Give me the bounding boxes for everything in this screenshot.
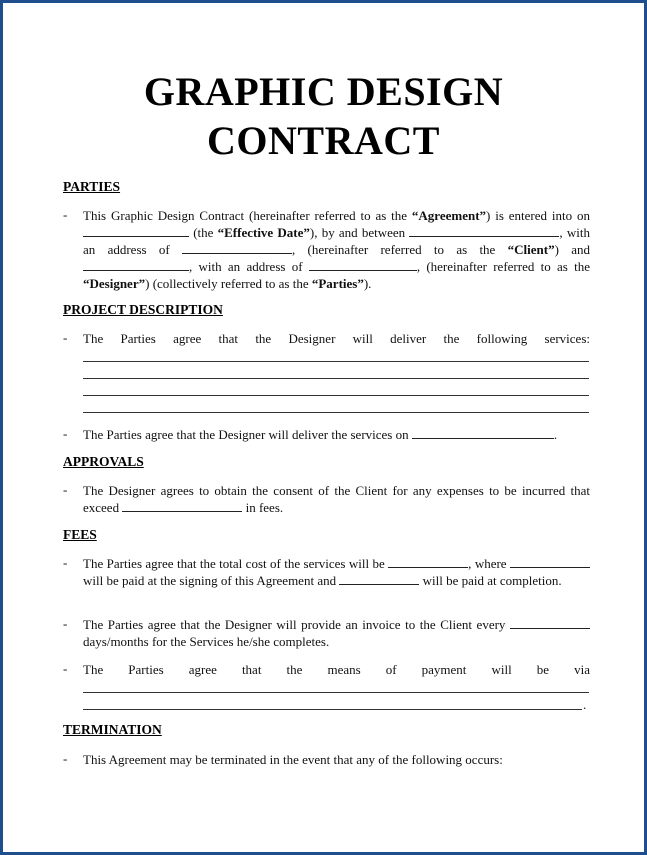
bullet-dash: -: [63, 482, 68, 497]
document-title: [3, 67, 644, 165]
payment-period: .: [583, 697, 587, 712]
bullet-dash: -: [63, 555, 68, 570]
approvals-paragraph: The Designer agrees to obtain the consent of the Client for any expenses to be incurred that exceed in fees.: [83, 483, 590, 515]
services-line-2[interactable]: [83, 378, 589, 379]
termination-paragraph: This Agreement may be terminated in the event that any of the following occurs:: [83, 752, 503, 767]
parties-paragraph: This Graphic Design Contract (hereinafter referred to as the “Agreement”) is entered into on (the “Effective Date”), by and between , with an address of , (hereinafter referred to as the “Client”) and , with an address of , (hereinafter referred to as the “Designer”) (collectively referred to as the “Parties”).: [83, 208, 590, 291]
bullet-dash: -: [63, 426, 68, 441]
bullet-dash: -: [63, 751, 68, 766]
client-address-blank[interactable]: [182, 241, 292, 254]
heading-parties: PARTIES: [63, 179, 121, 194]
heading-project-description: PROJECT DESCRIPTION: [63, 302, 223, 317]
fees-invoice-paragraph: The Parties agree that the Designer will provide an invoice to the Client every days/months for the Services he/she completes.: [83, 616, 590, 650]
title-line-2: CONTRACT: [207, 118, 440, 163]
services-line-3[interactable]: [83, 395, 589, 396]
delivery-date-blank[interactable]: [412, 426, 554, 439]
title-line-1: GRAPHIC DESIGN: [143, 69, 504, 114]
total-cost-blank[interactable]: [388, 555, 468, 568]
project-services-paragraph: The Parties agree that the Designer will deliver the following services:: [83, 331, 590, 346]
services-line-1[interactable]: [83, 361, 589, 362]
payment-method-line-1[interactable]: [83, 692, 589, 693]
signing-amount-blank[interactable]: [510, 555, 590, 568]
payment-method-line-2[interactable]: [83, 709, 582, 710]
expense-limit-blank[interactable]: [122, 499, 242, 512]
fees-payment-paragraph: The Parties agree that the means of payment will be via: [83, 662, 590, 677]
fees-total-paragraph: The Parties agree that the total cost of the services will be , where will be paid at the signing of this Agreement and will be paid at completion.: [83, 555, 590, 589]
bullet-dash: -: [63, 207, 68, 222]
bullet-dash: -: [63, 330, 68, 345]
project-delivery-paragraph: The Parties agree that the Designer will deliver the services on .: [83, 427, 558, 442]
services-line-4[interactable]: [83, 412, 589, 413]
bullet-dash: -: [63, 616, 68, 631]
client-name-blank[interactable]: [409, 224, 559, 237]
effective-date-blank[interactable]: [83, 224, 189, 237]
heading-approvals: APPROVALS: [63, 454, 144, 469]
bullet-dash: -: [63, 661, 68, 676]
invoice-interval-blank[interactable]: [510, 616, 590, 629]
heading-termination: TERMINATION: [63, 722, 162, 737]
designer-address-blank[interactable]: [309, 258, 417, 271]
heading-fees: FEES: [63, 527, 97, 542]
designer-name-blank[interactable]: [83, 258, 189, 271]
completion-amount-blank[interactable]: [339, 572, 419, 585]
